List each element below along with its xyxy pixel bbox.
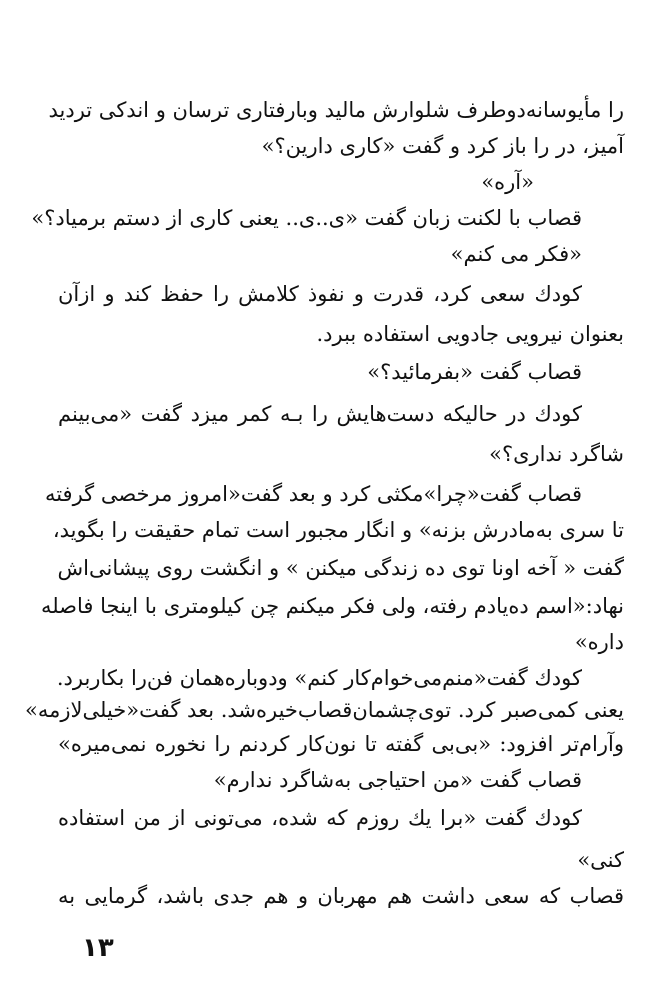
text-line: کودك در حالیکه دست‌هایش را بـه کمر میزد گفت «می‌بینم xyxy=(58,402,582,426)
text-line: کنی» xyxy=(577,848,624,872)
text-line: کودك گفت «برا یك روزم که شده، می‌تونی از من استفاده xyxy=(58,806,582,830)
page-number: ۱۳ xyxy=(82,933,114,963)
text-line: گفت « آخه اونا توی ده زندگی میکنن » و انگشت روی پیشانی‌اش xyxy=(57,556,624,580)
text-line: یعنی کمی‌صبر کرد. توی‌چشمان‌قصاب‌خیره‌شد. بعد گفت«خیلی‌لازمه» xyxy=(25,698,624,722)
text-line: قصاب با لکنت زبان گفت «ی..ی.. یعنی کاری از دستم برمیاد؟» xyxy=(31,206,582,230)
text-line: «فکر می کنم» xyxy=(450,242,582,266)
text-line: «آره» xyxy=(481,170,534,194)
text-line: بعنوان نیرویی جادویی استفاده ببرد. xyxy=(316,322,624,346)
text-line: نهاد:«اسم ده‌یادم رفته، ولی فکر میکنم چن کیلومتری با اینجا فاصله xyxy=(40,594,624,618)
text-line: تا سری به‌مادرش بزنه» و انگار مجبور است تمام حقیقت را بگوید، xyxy=(52,518,624,542)
text-line: کودك گفت«منم‌می‌خوام‌کار کنم» ودوباره‌همان فن‌را بکاربرد. xyxy=(56,666,582,690)
page-body xyxy=(25,72,624,932)
text-line: قصاب گفت «بفرمائید؟» xyxy=(367,360,582,384)
text-line: داره» xyxy=(574,630,624,654)
text-line: قصاب گفت«چرا»مکثی کرد و بعد گفت«امروز مرخصی گرفته xyxy=(44,482,582,506)
text-line: شاگرد نداری؟» xyxy=(489,442,624,466)
text-line: آمیز، در را باز کرد و گفت «کاری دارین؟» xyxy=(261,134,624,158)
text-line: قصاب گفت «من احتیاجی به‌شاگرد ندارم» xyxy=(213,768,582,792)
text-line: وآرام‌تر افزود: «بی‌بی گفته تا نون‌کار کردنم را نخوره نمی‌میره» xyxy=(58,732,624,756)
text-line: کودك سعی کرد، قدرت و نفوذ کلامش را حفظ کند و ازآن xyxy=(58,282,582,306)
text-line: قصاب که سعی داشت هم مهربان و هم جدی باشد، گرمایی به xyxy=(58,884,624,908)
text-line: را مأیوسانه‌دوطرف شلوارش مالید وبارفتاری ترسان و اندکی تردید xyxy=(48,98,624,122)
